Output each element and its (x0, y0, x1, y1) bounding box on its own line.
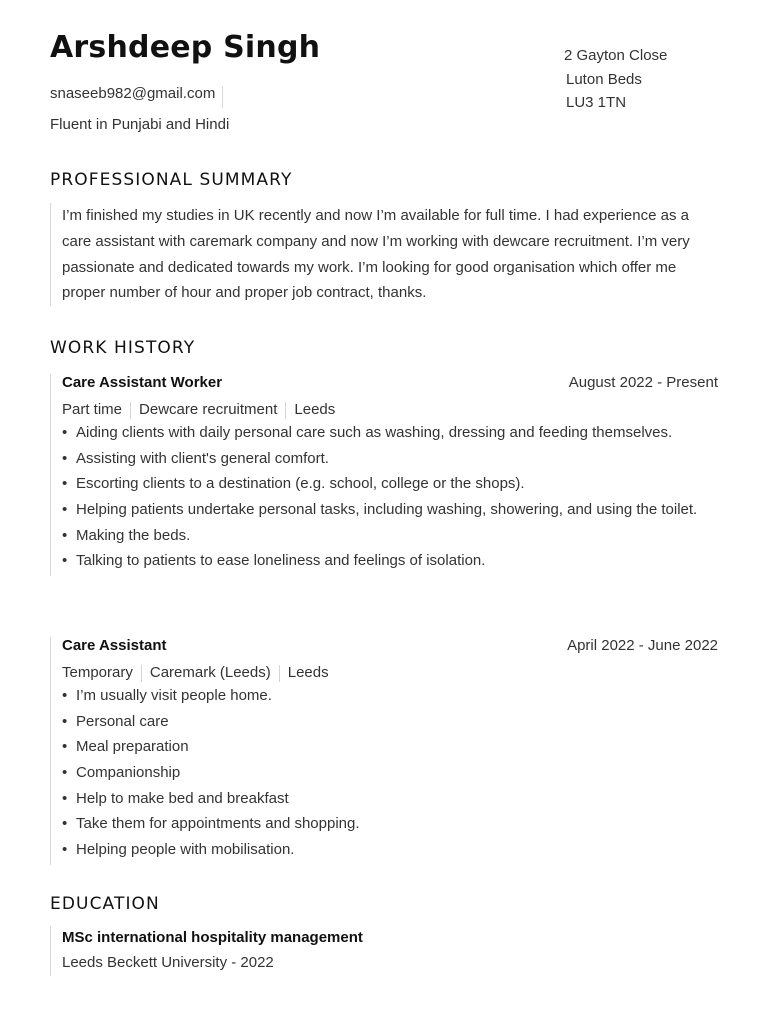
list-item: • I’m usually visit people home. (62, 685, 718, 707)
job-header (62, 374, 718, 398)
summary-heading: PROFESSIONAL SUMMARY (50, 170, 293, 190)
list-item: • Helping patients undertake personal tasks, including washing, showering, and using the toilet. (62, 499, 718, 521)
job-title: Care Assistant (62, 637, 167, 654)
job-duties (62, 685, 718, 861)
list-item: • Help to make bed and breakfast (62, 788, 718, 810)
job-type: Part time (62, 401, 123, 418)
school: Leeds Beckett University - 2022 (62, 954, 274, 971)
divider (222, 86, 223, 108)
job-type: Temporary (62, 664, 133, 681)
job-dates: August 2022 - Present (568, 374, 718, 391)
list-item: • Escorting clients to a destination (e.g. school, college or the shops). (62, 473, 718, 495)
address-line-3: LU3 1TN (566, 94, 627, 111)
job-entry (50, 374, 718, 576)
education-entry (50, 926, 718, 976)
address-line-1: 2 Gayton Close (564, 47, 668, 64)
degree: MSc international hospitality management (62, 929, 363, 946)
job-duties (62, 422, 718, 572)
meta-divider (130, 402, 131, 419)
meta-divider (279, 665, 280, 682)
job-employer: Dewcare recruitment (139, 401, 278, 418)
list-item: • Helping people with mobilisation. (62, 839, 718, 861)
job-header (62, 637, 718, 661)
list-item: • Assisting with client's general comfort. (62, 448, 718, 470)
job-location: Leeds (294, 401, 336, 418)
education-heading: EDUCATION (50, 894, 160, 914)
job-location: Leeds (287, 664, 329, 681)
job-dates: April 2022 - June 2022 (567, 637, 718, 654)
address-line-2: Luton Beds (566, 70, 642, 88)
list-item: • Take them for appointments and shopping. (62, 813, 718, 835)
job-meta (62, 398, 718, 422)
email: snaseeb982@gmail.com (50, 85, 216, 102)
job-meta (62, 661, 718, 685)
summary-text: I’m finished my studies in UK recently and now I’m available for full time. I had experience as a care assistant with caremark company and now I’m working with dewcare recruitment. I’m very passionate and dedicated towards my work. I’m looking for good organisation which offer me proper number of hour and proper job contract, thanks. (62, 207, 690, 302)
list-item: • Meal preparation (62, 736, 718, 758)
summary-block (50, 203, 718, 306)
list-item: • Talking to patients to ease loneliness and feelings of isolation. (62, 550, 718, 572)
work-history-heading: WORK HISTORY (50, 338, 196, 358)
list-item: • Aiding clients with daily personal care such as washing, dressing and feeding themselves. (62, 422, 718, 444)
meta-divider (141, 665, 142, 682)
list-item: • Companionship (62, 762, 718, 784)
job-title: Care Assistant Worker (62, 374, 223, 391)
list-item: • Making the beds. (62, 525, 718, 547)
languages: Fluent in Punjabi and Hindi (50, 116, 230, 133)
meta-divider (285, 402, 286, 419)
address (564, 44, 667, 115)
job-employer: Caremark (Leeds) (149, 664, 271, 681)
job-entry (50, 637, 718, 865)
list-item: • Personal care (62, 711, 718, 733)
candidate-name: Arshdeep Singh (50, 30, 321, 65)
